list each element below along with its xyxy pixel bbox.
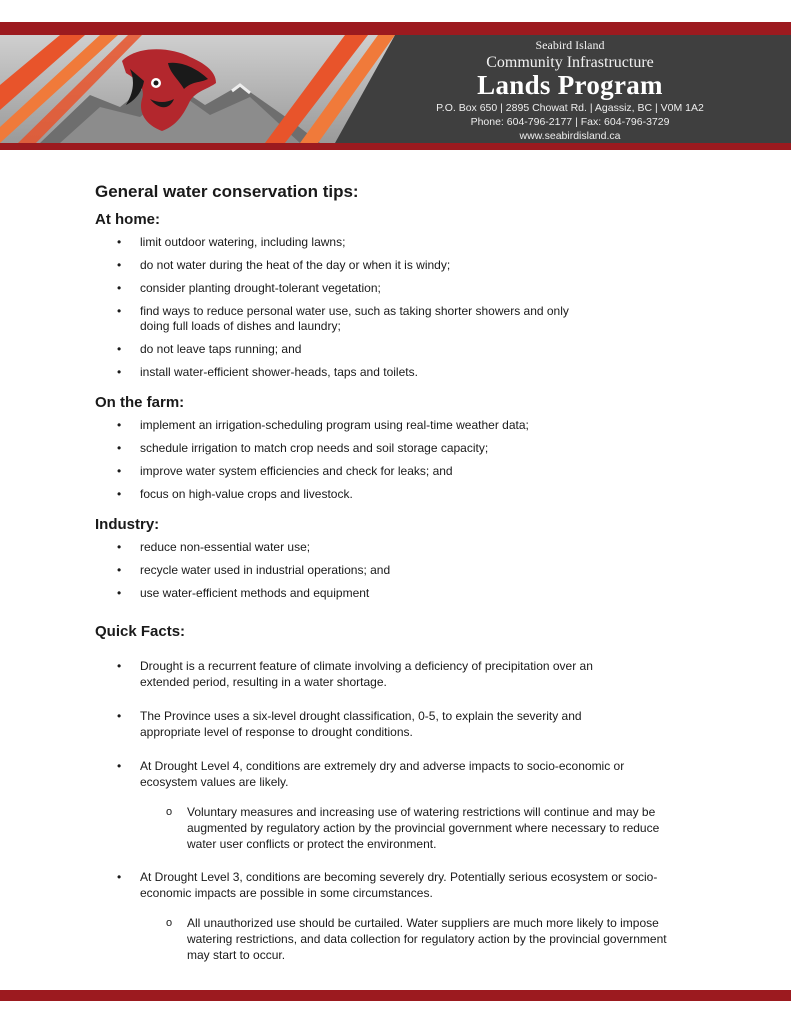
section-heading-industry: Industry:: [95, 516, 160, 533]
sub-fact-item: o Voluntary measures and increasing use of watering restrictions will continue and may be augmented by regulatory action by the provincial government where necessary to reduce water user conflicts or protect the environment.: [95, 804, 735, 852]
section-heading-home: At home:: [95, 211, 160, 228]
industry-tips-list: [95, 540, 735, 601]
header-top-band: [0, 22, 791, 35]
contact-phone: Phone: 604-796-2177 | Fax: 604-796-3729: [470, 116, 670, 128]
list-item: • consider planting drought-tolerant vegetation;: [95, 281, 735, 296]
bird-logo-icon: [112, 43, 222, 135]
list-item: • recycle water used in industrial operations; and: [95, 563, 735, 578]
list-item: • use water-efficient methods and equipment: [95, 586, 735, 601]
footer-band: [0, 990, 791, 1001]
home-tips-list: [95, 235, 735, 380]
page-title: General water conservation tips:: [95, 182, 359, 201]
list-item: • schedule irrigation to match crop needs and soil storage capacity;: [95, 441, 735, 456]
sub-fact-wrapper: [95, 804, 735, 852]
list-item: • focus on high-value crops and livestock.: [95, 487, 735, 502]
list-item: • reduce non-essential water use;: [95, 540, 735, 555]
section-heading-quick-facts: Quick Facts:: [95, 623, 186, 640]
list-item: • install water-efficient shower-heads, taps and toilets.: [95, 365, 735, 380]
list-item: • implement an irrigation-scheduling program using real-time weather data;: [95, 418, 735, 433]
list-item: • limit outdoor watering, including lawns;: [95, 235, 735, 250]
program-title: Lands Program: [477, 70, 663, 100]
department-name: Community Infrastructure: [486, 54, 654, 71]
fact-item: [95, 758, 735, 790]
sub-fact-wrapper: [95, 915, 735, 963]
farm-tips-list: [95, 418, 735, 502]
sub-fact-item: o All unauthorized use should be curtailed. Water suppliers are much more likely to impose watering restrictions, and data collection for regulatory action by the provincial government may start to occur.: [95, 915, 735, 963]
fact-text: At Drought Level 4, conditions are extremely dry and adverse impacts to socio-economic or ecosystem values are likely.: [140, 759, 625, 789]
fact-item: • The Province uses a six-level drought classification, 0-5, to explain the severity and appropriate level of response to drought conditions.: [95, 708, 735, 740]
fact-text: At Drought Level 3, conditions are becoming severely dry. Potentially serious ecosystem or socio-economic impacts are possible in some circumstances.: [140, 870, 658, 900]
list-item: • do not leave taps running; and: [95, 342, 735, 357]
contact-address: P.O. Box 650 | 2895 Chowat Rd. | Agassiz, BC | V0M 1A2: [436, 102, 704, 114]
list-item: • find ways to reduce personal water use, such as taking shorter showers and only doing full loads of dishes and laundry;: [95, 304, 735, 334]
fact-item: [95, 869, 735, 901]
document-body: [95, 182, 735, 980]
header-bottom-band: [0, 143, 791, 150]
list-item: • improve water system efficiencies and check for leaks; and: [95, 464, 735, 479]
letterhead-banner: [0, 35, 791, 143]
quick-facts-list: [95, 658, 735, 963]
section-heading-farm: On the farm:: [95, 394, 185, 411]
website-link[interactable]: www.seabirdisland.ca: [519, 130, 621, 142]
org-name: Seabird Island: [535, 38, 605, 52]
list-item: • do not water during the heat of the day or when it is windy;: [95, 258, 735, 273]
fact-item: • Drought is a recurrent feature of climate involving a deficiency of precipitation over an extended period, resulting in a water shortage.: [95, 658, 735, 690]
